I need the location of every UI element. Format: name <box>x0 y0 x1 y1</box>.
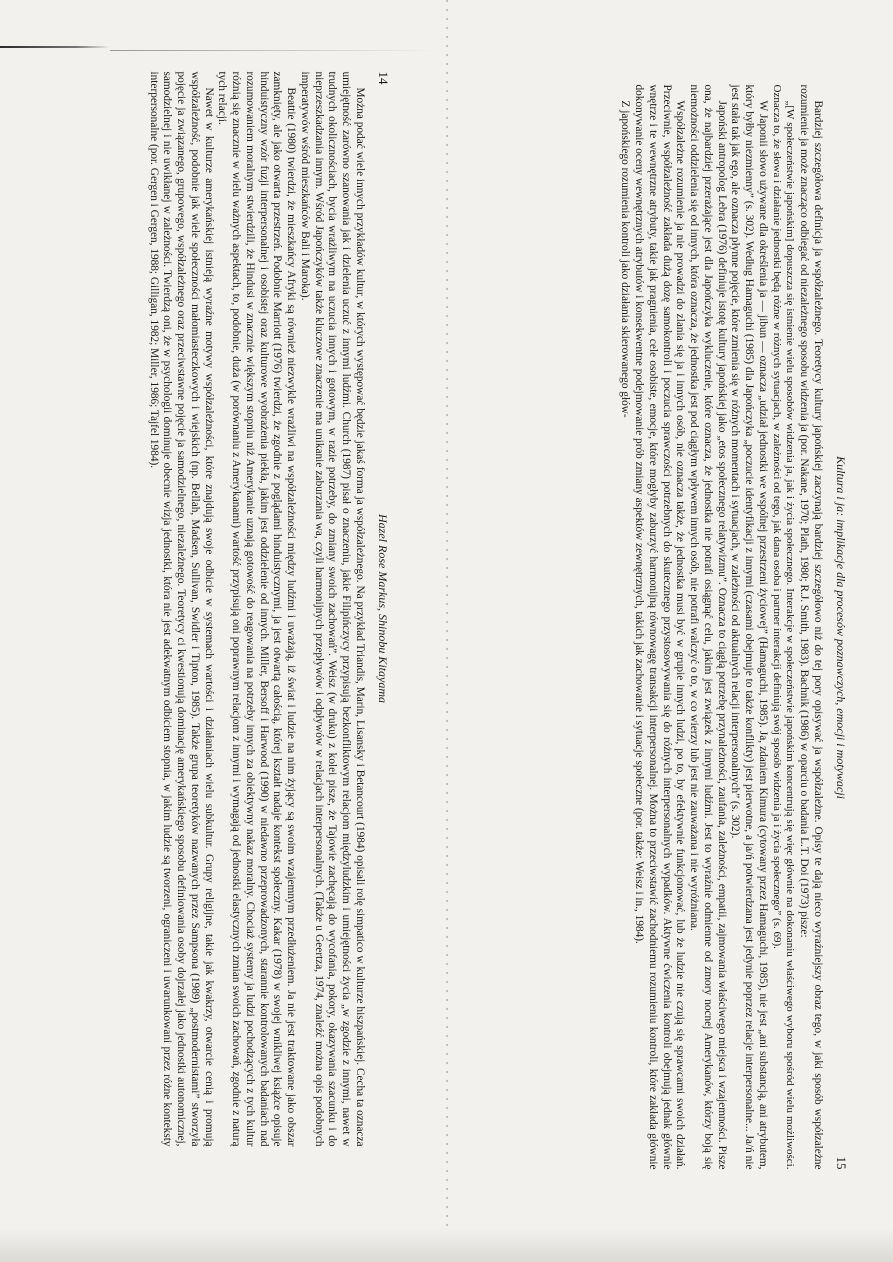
paragraph: W Japonii słowo używane dla określenia ja — jibun — oznacza „udział jednostki we wspólnej przestrzeni życiowej” (Hamaguchi, 1985). Ja, zdaniem Kimura (cytowany przez Hamaguchi, 1985), nie jest „ani substancją, ani atrybutem, który byłby niezmienny” (s. 302). Według Hamaguchi (1985) dla Japończyka „poczucie identyfikacji z innymi (czasami obejmuje to także konflikty) jest pierwotne, a ja/ń potwierdzana jest jedynie poprzez relacje interpersonalne... Ja/ń nie jest stała tak jak ego, ale oznacza płynne pojęcie, które zmienia się w różnych momentach i sytuacjach, w zależności od aktualnych relacji interpersonalnych” (s. 302). <box>729 84 769 1170</box>
right-page-content <box>478 85 848 1170</box>
page-number: 15 <box>834 1156 849 1170</box>
right-page <box>446 0 892 1262</box>
paragraph: Nawet w kulturze amerykańskiej istnieją wyraźne motywy współzależności, które znajdują swoje odbicie w systemach wartości i działaniach wielu subkultur. Grupy religijne, takie jak kwakrzy, otwarcie cenią i promują współzależność, podobnie jak wiele społeczności małomiasteczkowych i wiejskich (np. Bellah, Madsen, Sullivan, Swidler i Tipton, 1985). Także grupa teoretyków nazwanych przez Sampsona (1989) „postmodernistami” stworzyła pojęcie ja związanego, grupowego, współzależnego oraz przeciwstawne pojęcie ja samodzielnego, niezależnego. Teoretycy ci kwestionują dominację amerykańskiego sposobu definiowania osoby dojrzałej jako jednostki autonomicznej, samodzielnej i nie uwikłanej w zależności. Twierdzą oni, że w psychologii dominuje obecnie wizja jednostki, która nie jest adekwatnym odbiciem stopnia, w jakim ludzie są tworzeni, ograniczeni i uwarunkowani przez różne konteksty interpersonalne (por. Gergen i Gergen, 1988; Gilligan, 1982; Miller, 1986; Tajfel 1984). <box>147 71 215 1147</box>
paragraph: Beattie (1980) twierdzi, że mieszkańcy Afryki są również niezwykle wrażliwi na współzależności między ludźmi i uważają, iż świat i ludzie na nim żyjący są swoim wzajemnym przedłużeniem. Ja nie jest traktowane jako obszar zamknięty, ale jako otwarta przestrzeń. Podobnie Marriott (1976) twierdzi, że zgodnie z poglądami hinduistycznymi, ja jest otwartą całością, której kształt nadaje kontekst społeczny. Kakar (1978) w swojej wnikliwej książce opisuje hinduistyczny wzór fuzji interpersonalnej i osobistej oraz kulturowe wyobrażenia piekła, jakim jest oddzielenie od innych. Miller, Bersoff i Harwood (1990) w niedawno przeprowadzonych, starannie kontrolowanych badaniach nad rozumowaniem moralnym stwierdzili, że Hindusi w znacznie większym stopniu niż Amerykanie uznają gotowość do reagowania na potrzeby innych za obiektywny nakaz moralny. Chociaż systemy ja ludzi pochodzących z tych kultur różnią się znacznie w wielu ważnych aspektach, to, podobnie, duża (w porównaniu z Amerykanami) wartość przypisują oni poprawnym relacjom z innymi i wymagają od jednostki elastycznych zmian swoich zachowań, zgodnie z naturą tych relacji. <box>216 71 298 1147</box>
running-head-title: Kultura i ja: implikacje dla procesów poznawczych, emocji i motywacji <box>834 456 848 799</box>
right-running-head <box>834 85 848 1170</box>
paragraph: Japoński antropolog Lebra (1976) definiuje istotę kultury japońskiej jako „etos społecznego relatywizmu”. Oznacza to ciągłą potrzebę przynależności, zaufania, zależności, empatii, zajmowania właściwego miejsca i wzajemności. Pisze ona, że najbardziej przerażające jest dla Japończyka wykluczenie, które oznacza, że jednostka nie potrafi osiągnąć celu, jakim jest związek z innymi ludźmi. Jest to wyraźnie odmienne od zmory nocnej Amerykanów, którzy boją się niemożności oddzielenia się od innych, która oznacza, że jednostka jest pod ciągłym wpływem innych osób, nie potrafi walczyć o to, w co wierzy lub jest nie zauważana i nie wyróżniana. <box>688 84 728 1170</box>
left-page <box>0 0 446 1262</box>
left-running-head <box>376 72 390 1147</box>
left-body-text <box>146 72 366 1147</box>
paragraph: Można podać wiele innych przykładów kultur, w których występować będzie jakaś forma ja współzależnego. Na przykład Triandis, Marin, Lisansky i Betancourt (1984) opisali rolę simpatico w kulturze hiszpańskiej. Cecha ta oznacza umiejętność zarówno szanowania jak i dzielenia uczuć z innymi ludźmi. Church (1987) pisał o znaczeniu, jakie Filipińczycy przypisują bezkonfliktowym relacjom międzyludzkim i umiejętności życia „w zgodzie z innymi, nawet w trudnych okolicznościach, bycia wrażliwym na uczucia innych i gotowym, w razie potrzeby, do zmiany swoich zachowań”. Weisz (w druku) z kolei pisze, że Tajowie zachęcają do wycofania, pokory, okazywania szacunku i do nieprzeszkadzania innym. Wśród Japończyków także kluczowe znaczenie ma unikanie zaburzania wa, czyli harmonijnych przepływów i odpływów w relacjach interpersonalnych. (Także u Geertza, 1974, znaleźć można opis podobnych imperatywów wśród mieszkańców Bali i Maroka). <box>299 71 366 1147</box>
page-number: 14 <box>376 71 391 85</box>
left-page-content <box>32 72 390 1147</box>
quote-paragraph: „[W społeczeństwie japońskim] dopuszcza się istnienie wielu sposobów widzenia ja, jak i życia społecznego. Interakcje w społeczeństwie japońskim koncentrują się więc głównie na dokonaniu właściwego wyboru spośród wielu możliwości. Oznacza to, że słowa i działanie jednostki będą różne w różnych sytuacjach, w zależności od tego, jak dana osoba i partner interakcji definiują swój sposób widzenia ja i życia społecznego” (s. 69). <box>770 84 797 1170</box>
paragraph: Z japońskiego rozumienia kontroli jako działania skierowanego głów- <box>619 100 632 418</box>
running-head-title: Hazel Rose Markus, Shinobu Kitayama <box>376 514 390 703</box>
paragraph: Bardziej szczegółowa definicja ja współzależnego. Teoretycy kultury japońskiej zaczynają bardziej szczegółowo niż do tej pory opisywać ja współzależne. Opisy te dają nieco wyraźniejszy obraz tego, w jaki sposób współzależne rozumienie ja może znacząco odbiegać od niezależnego sposobu widzenia ja (por. Nakane, 1970; Plath, 1980; R.J. Smith, 1983). Bachnik (1986) w oparciu o badania L.T. Doi (1973) pisze: <box>798 84 824 1170</box>
right-body-text <box>618 85 824 1170</box>
paragraph: Współzależne rozumienie ja nie prowadzi do zlania się ja i innych osób, nie oznacza także, że jednostka musi być w grupie innych ludzi, po to, by efektywnie funkcjonować, lub że ludzie nie czują się sprawcami swoich działań. Przeciwnie, współzależność zakłada dużą dozę samokontroli i poczucia sprawczości potrzebnych do skutecznego przystosowywania się do różnych interpersonalnych wypadków. Aktywne ćwiczenia kontroli obejmują jednak głównie wnętrze i te wewnętrzne atrybuty, takie jak pragnienia, cele osobiste, emocje, które mogłyby zaburzyć harmonijną równowagę transakcji interpersonalnej. Można to przeciwstawić zachodniemu rozumieniu kontroli, które zakłada głównie dokonywanie oceny wewnętrznych atrybutów i konsekwentne podejmowanie prób zmiany aspektów zewnętrznych, takich jak zachowanie i sytuacje społeczne (por. także: Weisz i in., 1984). <box>633 84 687 1170</box>
